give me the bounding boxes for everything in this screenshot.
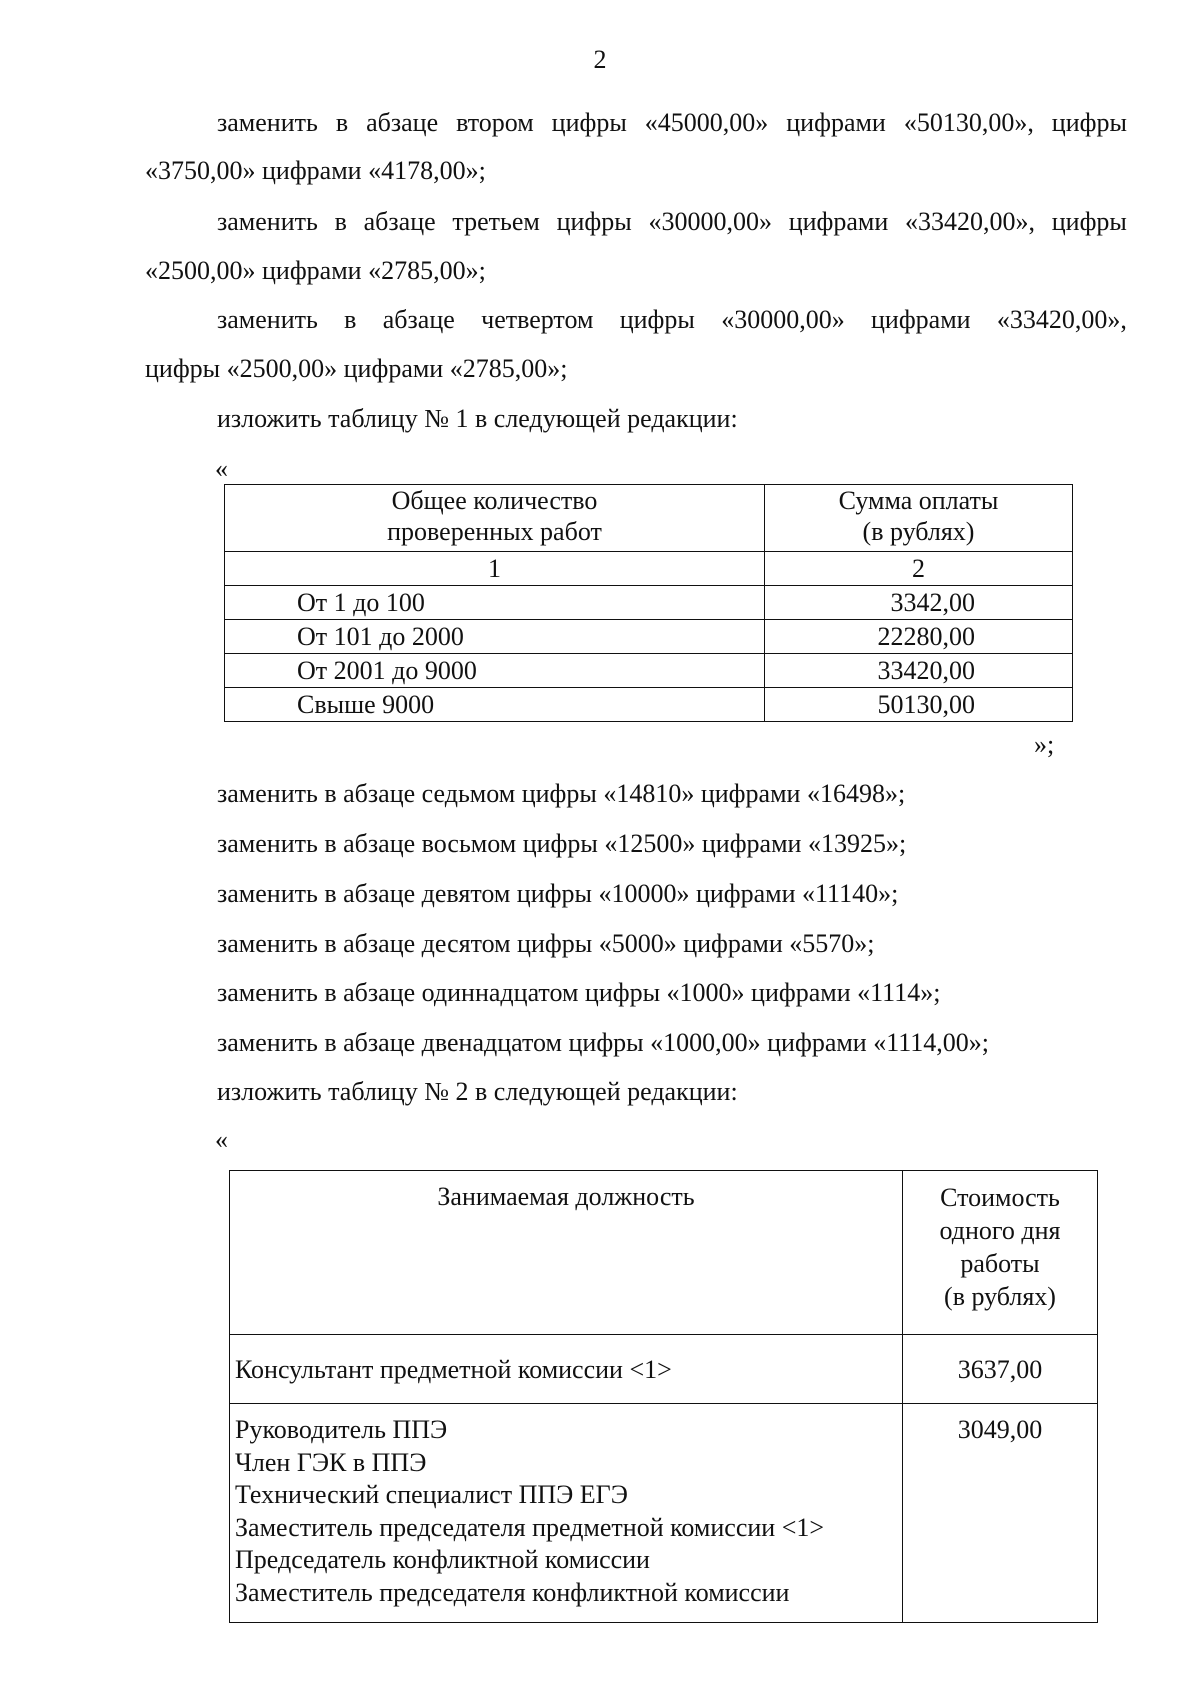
position-line: Председатель конфликтной комиссии bbox=[235, 1545, 650, 1575]
table-1 bbox=[224, 484, 1073, 722]
header-line: одного дня bbox=[939, 1216, 1061, 1245]
paragraph-1-line-2: «3750,00» цифрами «4178,00»; bbox=[145, 156, 486, 185]
table-2-header-row bbox=[230, 1171, 1098, 1335]
position-line: Заместитель председателя конфликтной комиссии bbox=[235, 1577, 790, 1607]
word: цифрами bbox=[788, 207, 889, 236]
header-line: Общее количество bbox=[391, 486, 598, 515]
word: втором bbox=[456, 108, 534, 137]
word: заменить bbox=[217, 305, 318, 334]
paragraph-5: заменить в абзаце седьмом цифры «14810» цифрами «16498»; bbox=[217, 779, 906, 808]
table-row bbox=[225, 654, 1073, 688]
table-2 bbox=[229, 1170, 1098, 1623]
word: абзаце bbox=[363, 207, 436, 236]
position-line: Заместитель председателя предметной комиссии <1> bbox=[235, 1512, 825, 1542]
table-row bbox=[225, 688, 1073, 722]
word: цифры bbox=[1051, 207, 1127, 236]
word: в bbox=[335, 108, 349, 137]
paragraph-2-line-2: «2500,00» цифрами «2785,00»; bbox=[145, 256, 486, 285]
paragraph-11: изложить таблицу № 2 в следующей редакции: bbox=[217, 1077, 738, 1106]
word: «30000,00» bbox=[721, 305, 845, 334]
word: цифры bbox=[619, 305, 695, 334]
table-row bbox=[230, 1335, 1098, 1404]
word: цифрами bbox=[871, 305, 971, 334]
word: «45000,00» bbox=[644, 108, 769, 137]
range-cell: От 1 до 100 bbox=[225, 586, 765, 620]
word: цифрами bbox=[786, 108, 886, 137]
table-1-header-row bbox=[225, 485, 1073, 552]
header-line: проверенных работ bbox=[387, 517, 602, 546]
word: «30000,00» bbox=[648, 207, 772, 236]
word: «33420,00», bbox=[996, 305, 1127, 334]
position-line: Член ГЭК в ППЭ bbox=[235, 1447, 427, 1477]
opening-quote-2: « bbox=[215, 1125, 228, 1154]
word: третьем bbox=[452, 207, 540, 236]
range-cell: Свыше 9000 bbox=[225, 688, 765, 722]
word: заменить bbox=[217, 207, 318, 236]
table-2-header-position: Занимаемая должность bbox=[230, 1171, 903, 1335]
paragraph-9: заменить в абзаце одиннадцатом цифры «1000» цифрами «1114»; bbox=[217, 978, 941, 1007]
position-line: Технический специалист ППЭ ЕГЭ bbox=[235, 1480, 628, 1510]
table-1-column-numbers bbox=[225, 552, 1073, 586]
paragraph-3-line-1 bbox=[217, 305, 1127, 335]
word: «33420,00», bbox=[905, 207, 1036, 236]
header-line: (в рублях) bbox=[862, 517, 975, 546]
header-line: Сумма оплаты bbox=[838, 486, 999, 515]
position-line: Руководитель ППЭ bbox=[235, 1415, 448, 1444]
opening-quote-1: « bbox=[215, 454, 228, 483]
paragraph-7: заменить в абзаце девятом цифры «10000» цифрами «11140»; bbox=[217, 879, 899, 908]
table-row bbox=[225, 586, 1073, 620]
word: четвертом bbox=[481, 305, 594, 334]
word: абзаце bbox=[366, 108, 439, 137]
paragraph-10: заменить в абзаце двенадцатом цифры «1000,00» цифрами «1114,00»; bbox=[217, 1028, 990, 1057]
word: цифры bbox=[551, 108, 627, 137]
header-line: (в рублях) bbox=[944, 1282, 1056, 1311]
word: заменить bbox=[217, 108, 318, 137]
word: в bbox=[334, 207, 347, 236]
paragraph-6: заменить в абзаце восьмом цифры «12500» цифрами «13925»; bbox=[217, 829, 907, 858]
paragraph-4: изложить таблицу № 1 в следующей редакции: bbox=[217, 404, 738, 433]
amount-cell: 22280,00 bbox=[765, 620, 1073, 654]
page-number: 2 bbox=[593, 45, 607, 74]
table-row bbox=[225, 620, 1073, 654]
range-cell: От 2001 до 9000 bbox=[225, 654, 765, 688]
column-number: 2 bbox=[765, 552, 1073, 586]
header-line: Стоимость bbox=[940, 1183, 1060, 1212]
header-line: работы bbox=[960, 1249, 1040, 1278]
table-1-header-count bbox=[225, 485, 765, 552]
table-row bbox=[230, 1404, 1098, 1623]
table-1-header-sum bbox=[765, 485, 1073, 552]
cost-cell: 3049,00 bbox=[903, 1404, 1098, 1623]
column-number: 1 bbox=[225, 552, 765, 586]
closing-quote-1: »; bbox=[1034, 730, 1055, 759]
paragraph-3-line-2: цифры «2500,00» цифрами «2785,00»; bbox=[145, 354, 568, 383]
paragraph-1-line-1 bbox=[217, 108, 1127, 138]
position-cell bbox=[230, 1404, 903, 1623]
word: абзаце bbox=[382, 305, 455, 334]
amount-cell: 3342,00 bbox=[765, 586, 1073, 620]
amount-cell: 33420,00 bbox=[765, 654, 1073, 688]
table-2-header-cost bbox=[903, 1171, 1098, 1335]
position-cell: Консультант предметной комиссии <1> bbox=[230, 1335, 903, 1404]
word: цифры bbox=[556, 207, 632, 236]
word: в bbox=[344, 305, 357, 334]
range-cell: От 101 до 2000 bbox=[225, 620, 765, 654]
amount-cell: 50130,00 bbox=[765, 688, 1073, 722]
paragraph-8: заменить в абзаце десятом цифры «5000» цифрами «5570»; bbox=[217, 929, 875, 958]
word: цифры bbox=[1051, 108, 1127, 137]
word: «50130,00», bbox=[903, 108, 1034, 137]
paragraph-2-line-1 bbox=[217, 207, 1127, 237]
cost-cell: 3637,00 bbox=[903, 1335, 1098, 1404]
